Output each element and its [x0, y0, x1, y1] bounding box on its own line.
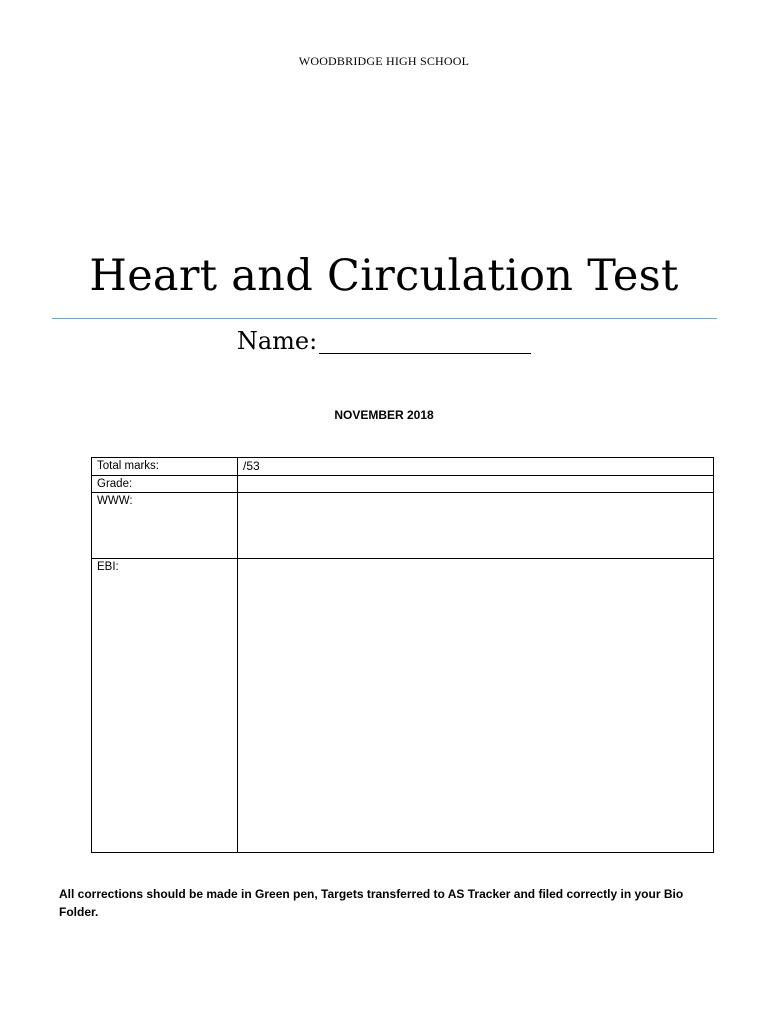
page-title: Heart and Circulation Test [89, 251, 679, 301]
test-date: NOVEMBER 2018 [334, 408, 434, 422]
marks-table [91, 457, 714, 853]
total-marks-label: Total marks: [92, 458, 238, 476]
school-name: WOODBRIDGE HIGH SCHOOL [298, 54, 470, 68]
www-label: WWW: [92, 493, 238, 559]
total-marks-value[interactable]: /53 [238, 458, 714, 476]
corrections-note: All corrections should be made in Green pen, Targets transferred to AS Tracker and filed correctly in your Bio Folder. [59, 887, 684, 919]
grade-label: Grade: [92, 476, 238, 493]
name-label: Name: [236, 327, 318, 355]
name-blank-line[interactable] [319, 331, 531, 354]
name-field-row [0, 323, 768, 359]
table-row-total-marks [92, 458, 714, 476]
table-row-ebi [92, 559, 714, 853]
table-row-www [92, 493, 714, 559]
www-value[interactable] [238, 493, 714, 559]
grade-value[interactable] [238, 476, 714, 493]
table-row-grade [92, 476, 714, 493]
ebi-label: EBI: [92, 559, 238, 853]
title-divider [52, 318, 717, 319]
ebi-value[interactable] [238, 559, 714, 853]
